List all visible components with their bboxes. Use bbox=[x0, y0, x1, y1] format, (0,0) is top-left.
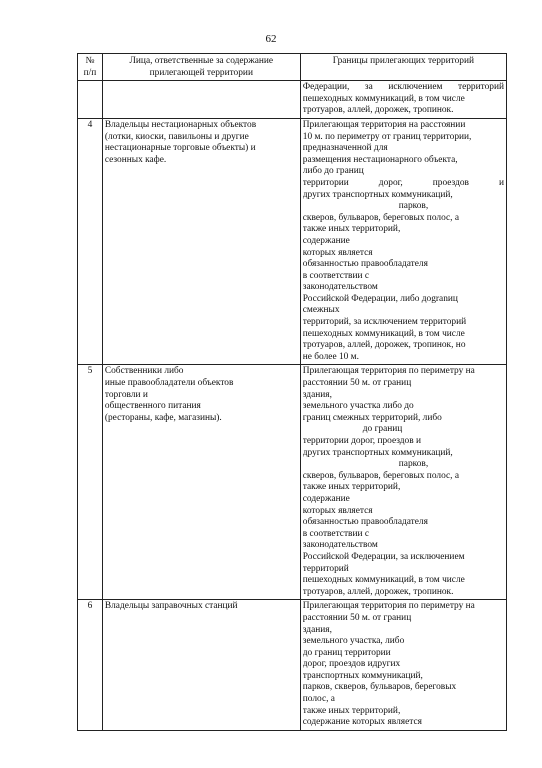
table-row bbox=[78, 600, 507, 731]
text-line: расстоянии 50 м. от границ bbox=[302, 612, 412, 623]
header-line: прилегающей территории bbox=[149, 67, 253, 78]
text-line: Прилегающая территория по периметру на bbox=[302, 601, 475, 612]
text-line: законодательством bbox=[302, 540, 378, 551]
text-line: которых является bbox=[302, 505, 373, 516]
text-line: также иных территорий, bbox=[302, 482, 401, 493]
text-line: законодательством bbox=[302, 282, 378, 293]
text-line: земельного участка, либо bbox=[302, 636, 405, 647]
row-bounds bbox=[300, 600, 506, 731]
text-line: границ смежных территорий, либо bbox=[302, 412, 442, 423]
text-line: скверов, бульваров, береговых полос, а bbox=[302, 212, 459, 223]
text-line: которых является bbox=[302, 247, 373, 258]
row-persons bbox=[102, 365, 300, 600]
text-line: (лотки, киоски, павильоны и другие bbox=[104, 131, 249, 142]
text-line: других транспортных коммуникаций, bbox=[302, 189, 453, 200]
row-persons bbox=[102, 118, 300, 364]
header-line: Границы прилегающих территорий bbox=[332, 56, 474, 66]
text-line: содержание которых является bbox=[302, 717, 422, 728]
text-line: обязанностью правообладателя bbox=[302, 517, 428, 528]
row-persons bbox=[102, 81, 300, 119]
text-line: других транспортных коммуникаций, bbox=[302, 447, 453, 458]
text-line: Прилегающая территория на расстоянии bbox=[302, 119, 466, 130]
text-line: тротуаров, аллей, дорожек, тропинок. bbox=[302, 105, 454, 116]
text-line: также иных территорий, bbox=[302, 224, 401, 235]
row-bounds bbox=[300, 81, 506, 119]
text-line: территорий bbox=[302, 563, 349, 574]
text-line: до границ территории bbox=[302, 647, 391, 658]
text-line: тротуаров, аллей, дорожек, тропинок, но bbox=[302, 340, 466, 351]
text-line: парков, скверов, бульваров, береговых bbox=[302, 682, 457, 693]
text-line: земельного участка либо до bbox=[302, 401, 414, 412]
text-line: территории дорог, проездов и bbox=[302, 436, 422, 446]
text-line: территорий, за исключением территорий bbox=[302, 317, 467, 328]
row-number: 4 bbox=[78, 118, 103, 364]
text-line: 10 м. по периметру от границ территории, bbox=[302, 131, 472, 142]
text-line: Владельцы нестационарных объектов bbox=[104, 119, 257, 130]
text-line: либо до границ bbox=[302, 166, 364, 177]
header-line: № bbox=[85, 56, 95, 66]
text-line: Владельцы заправочных станций bbox=[104, 601, 238, 612]
text-line: Федерации, за исключением территорий bbox=[302, 82, 504, 93]
text-line: Собственники либо bbox=[104, 366, 184, 377]
text-line: (рестораны, кафе, магазины). bbox=[104, 412, 222, 423]
text-line: общественного питания bbox=[104, 401, 201, 412]
text-line: парков, bbox=[398, 201, 429, 212]
text-line: сезонных кафе. bbox=[104, 154, 167, 165]
text-line: в соответствии с bbox=[302, 270, 370, 281]
text-line: Российской Федерации, либо доgranиц bbox=[302, 293, 458, 304]
table-row bbox=[78, 81, 507, 119]
text-line: пешеходных коммуникаций, в том числе bbox=[302, 328, 465, 339]
row-bounds bbox=[300, 365, 506, 600]
text-line: пешеходных коммуникаций, в том числе bbox=[302, 575, 465, 586]
text-line: также иных территорий, bbox=[302, 705, 401, 716]
table-row bbox=[78, 365, 507, 600]
text-line: дорог, проездов идругих bbox=[302, 659, 401, 670]
text-line: обязанностью правообладателя bbox=[302, 259, 428, 270]
table-row bbox=[78, 118, 507, 364]
text-line: в соответствии с bbox=[302, 528, 370, 539]
text-line: размещения нестационарного объекта, bbox=[302, 154, 458, 165]
text-line: парков, bbox=[398, 459, 429, 470]
table-header-row bbox=[78, 54, 507, 81]
text-line: скверов, бульваров, береговых полос, а bbox=[302, 470, 459, 481]
text-line: иные правообладатели объектов bbox=[104, 378, 234, 389]
text-line: смежных bbox=[302, 305, 340, 316]
header-persons bbox=[102, 54, 300, 81]
row-number: 6 bbox=[78, 600, 103, 731]
row-number bbox=[78, 81, 103, 119]
text-line: содержание bbox=[302, 493, 350, 504]
row-number: 5 bbox=[78, 365, 103, 600]
row-persons bbox=[102, 600, 300, 731]
text-line: пешеходных коммуникаций, в том числе bbox=[302, 93, 465, 104]
text-line: содержание bbox=[302, 235, 350, 246]
text-line: здания, bbox=[302, 624, 332, 635]
text-line: не более 10 м. bbox=[302, 351, 359, 362]
text-line: транспортных коммуникаций, bbox=[302, 670, 423, 681]
text-line: расстоянии 50 м. от границ bbox=[302, 378, 412, 389]
row-bounds bbox=[300, 118, 506, 364]
text-line: полос, а bbox=[302, 694, 335, 705]
header-bounds bbox=[300, 54, 506, 81]
text-line: Прилегающая территория по периметру на bbox=[302, 366, 475, 377]
text-line: Российской Федерации, за исключением bbox=[302, 551, 465, 562]
text-line: до границ bbox=[362, 424, 403, 435]
page-number: 62 bbox=[265, 33, 277, 45]
header-line: п/п bbox=[83, 67, 97, 78]
header-num bbox=[78, 54, 103, 81]
boundaries-table bbox=[77, 53, 507, 731]
text-line: нестационарные торговые объекты) и bbox=[104, 143, 256, 154]
text-line: здания, bbox=[302, 389, 332, 400]
text-line: предназначенной для bbox=[302, 143, 388, 154]
text-line: территории дорог, проездов и bbox=[302, 177, 504, 188]
text-line: торговли и bbox=[104, 389, 148, 400]
text-line: тротуаров, аллей, дорожек, тропинок. bbox=[302, 586, 454, 597]
header-line: Лица, ответственные за содержание bbox=[129, 56, 274, 66]
